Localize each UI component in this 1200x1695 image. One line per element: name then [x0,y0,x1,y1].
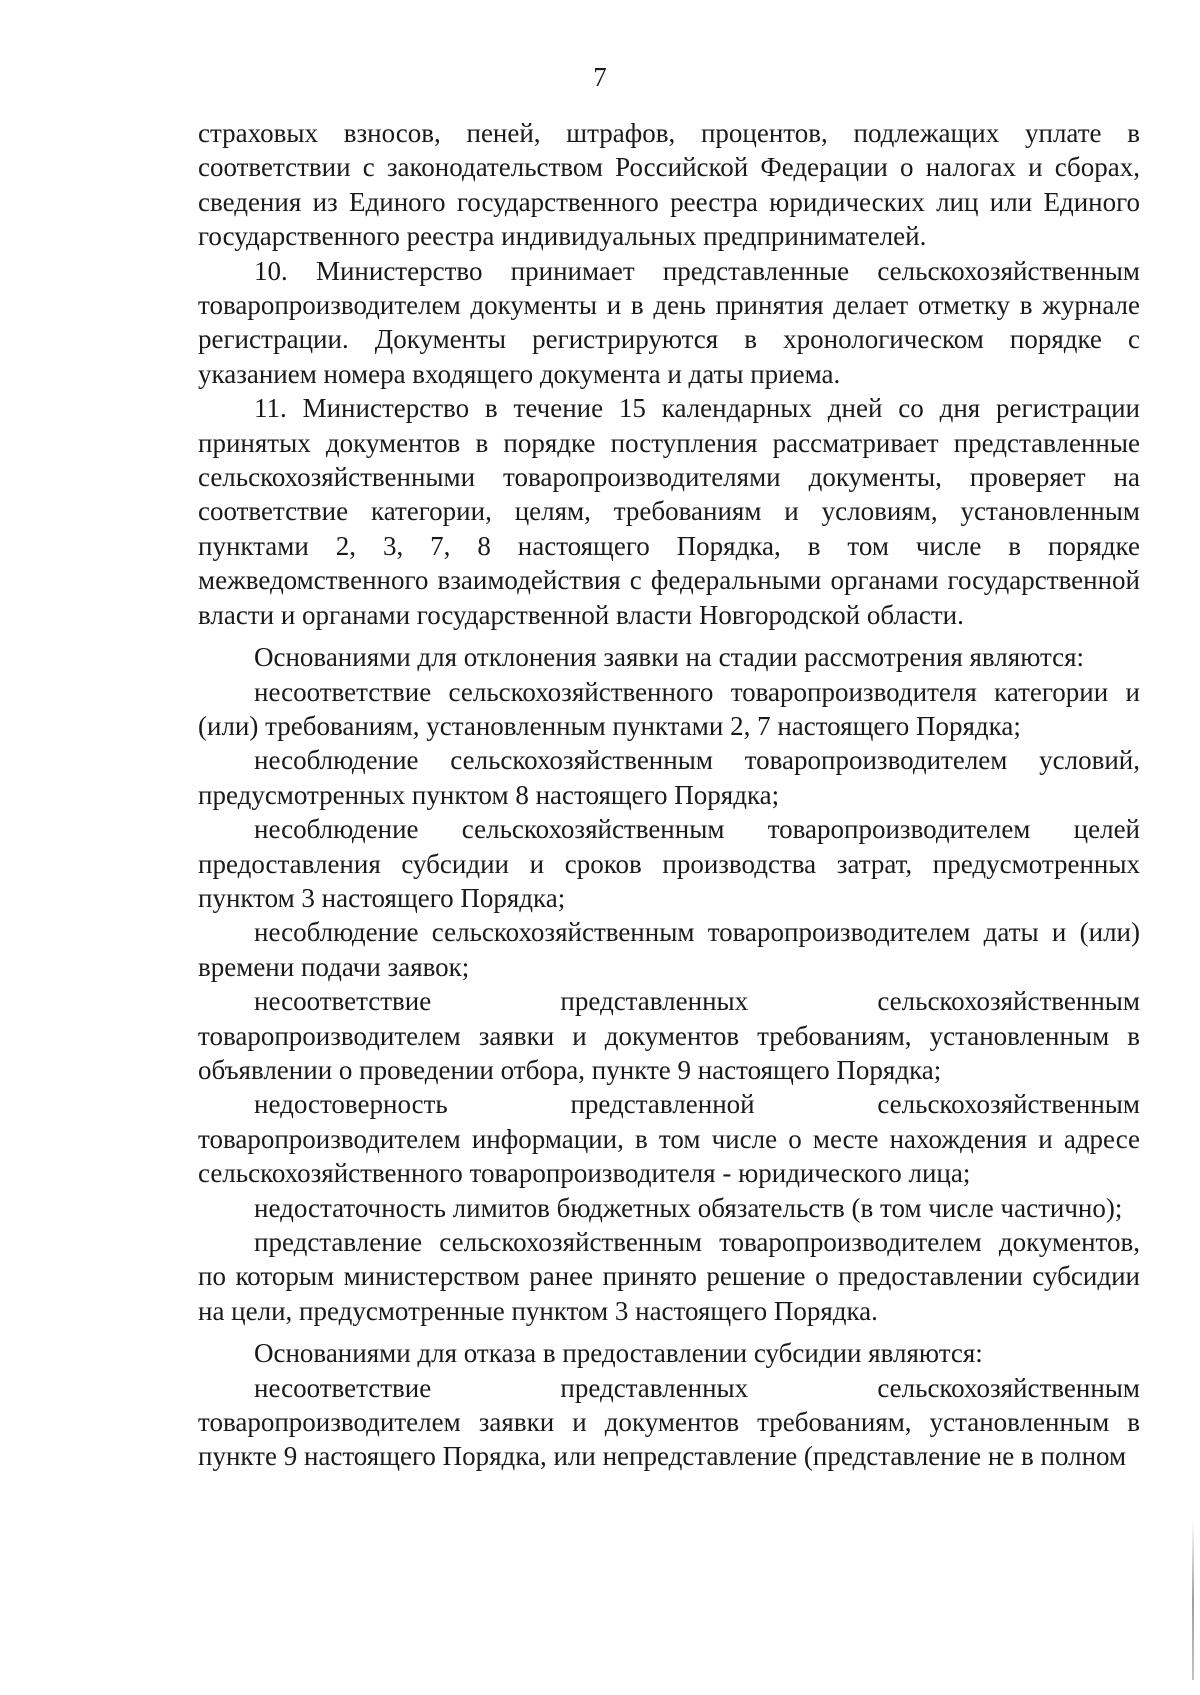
paragraph-rejection-reason: представление сельскохозяйственным товаропроизводителем документов, по которым министерством ранее принято решение о предоставлении субсидии на цели, предусмотренные пунктом 3 настоящего Порядка. [198,1227,1140,1326]
paragraph-refusal-heading: Основаниями для отказа в предоставлении субсидии являются: [254,1338,983,1369]
scan-edge-mark [1192,1520,1194,1680]
paragraph-item-11: 11. Министерство в течение 15 календарных дней со дня регистрации принятых документов в порядке поступления рассматривает представленные сельскохозяйственными товаропроизводителями документы, проверяет на соответствие категории, целям, требованиям и условиям, установленным пунктами 2, 3, 7, 8 настоящего Порядка, в том числе в порядке межведомственного взаимодействия с федеральными органами государственной власти и органами государственной власти Новгородской области. [198,393,1140,630]
paragraph-rejection-reason: несоблюдение сельскохозяйственным товаропроизводителем даты и (или) времени подачи заявок; [198,917,1140,982]
paragraph-rejection-reason: несоблюдение сельскохозяйственным товаропроизводителем целей предоставления субсидии и сроков производства затрат, предусмотренных пунктом 3 настоящего Порядка; [198,814,1140,913]
paragraph-refusal-reason: несоответствие представленных сельскохозяйственным товаропроизводителем заявки и документов требованиям, установленным в пункте 9 настоящего Порядка, или непредставление (представление не в полном [198,1372,1140,1472]
paragraph-rejection-reason: несоответствие сельскохозяйственного товаропроизводителя категории и (или) требованиям, установленным пунктами 2, 7 настоящего Порядка; [198,676,1140,741]
paragraph-item-10: 10. Министерство принимает представленные сельскохозяйственным товаропроизводителем документы и в день принятия делает отметку в журнале регистрации. Документы регистрируются в хронологическом порядке с указанием номера входящего документа и даты приема. [198,255,1140,389]
paragraph-rejection-heading: Основаниями для отклонения заявки на стадии рассмотрения являются: [254,642,1085,673]
page-number: 7 [593,62,607,92]
paragraph-rejection-reason: недостаточность лимитов бюджетных обязательств (в том числе частично); [254,1192,1123,1223]
paragraph-continuation: страховых взносов, пеней, штрафов, процентов, подлежащих уплате в соответствии с законодательством Российской Федерации о налогах и сборах, сведения из Единого государственного реестра юридических лиц или Единого государственного реестра индивидуальных предпринимателей. [198,118,1140,252]
paragraph-rejection-reason: недостоверность представленной сельскохозяйственным товаропроизводителем информации, в том числе о месте нахождения и адресе сельскохозяйственного товаропроизводителя - юридического лица; [198,1089,1140,1189]
document-body [198,116,1140,1474]
paragraph-rejection-reason: несоблюдение сельскохозяйственным товаропроизводителем условий, предусмотренных пунктом 8 настоящего Порядка; [198,745,1140,810]
paragraph-rejection-reason: несоответствие представленных сельскохозяйственным товаропроизводителем заявки и документов требованиям, установленным в объявлении о проведении отбора, пункте 9 настоящего Порядка; [198,986,1140,1085]
